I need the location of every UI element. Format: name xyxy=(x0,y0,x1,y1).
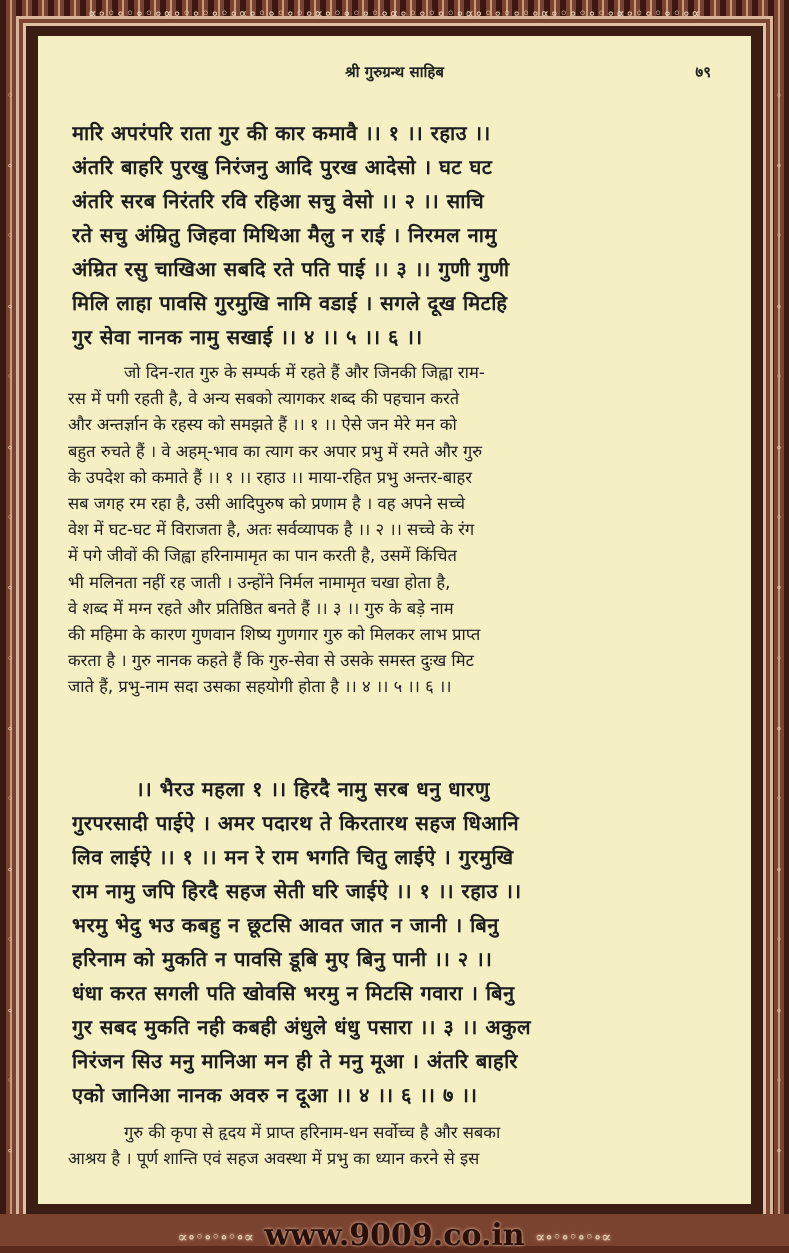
translation-line: सब जगह रम रहा है, उसी आदिपुरुष को प्रणाम है । वह अपने सच्चे xyxy=(68,491,723,517)
verse-line: लिव लाईऐ ।। १ ।। मन रे राम भगति चितु लाईऐ । गुरमुखि xyxy=(72,840,723,874)
verse-line: हरिनाम को मुकति न पावसि डूबि मुए बिनु पानी ।। २ ।। xyxy=(72,942,723,976)
page-number: ७९ xyxy=(695,62,711,82)
translation-line: जो दिन-रात गुरु के सम्पर्क में रहते हैं और जिनकी जिह्वा राम- xyxy=(68,360,723,386)
translation-line: में पगे जीवों की जिह्वा हरिनामामृत का पान करती है, उसमें किंचित xyxy=(68,543,723,569)
footer-ornament-left: ∝∘◦∘◦∘◦∘∝ xyxy=(178,1228,254,1246)
page-title: श्री गुरुग्रन्थ साहिब xyxy=(38,62,751,82)
translation-line: वे शब्द में मग्न रहते और प्रतिष्ठित बनते हैं ।। ३ ।। गुरु के बड़े नाम xyxy=(68,596,723,622)
translation-line: करता है । गुरु नानक कहते हैं कि गुरु-सेवा से उसके समस्त दुःख मिट xyxy=(68,648,723,674)
footer-website-url[interactable] xyxy=(0,1218,789,1252)
verse-line: गुर सेवा नानक नामु सखाई ।। ४ ।। ५ ।। ६ ।। xyxy=(72,320,723,354)
translation-block-2 xyxy=(68,1120,723,1172)
top-ornament: ∝∘◦∘◦∘◦∘∝∘◦∘◦∘◦∘∝∘◦∘◦∘◦∘∝∘◦∘◦∘◦∘∝∘◦∘◦∘◦∘∝∘◦∘◦∘◦∘∝∘◦∘◦∘◦∘∝∘◦∘◦∘◦∘∝ xyxy=(0,2,789,26)
translation-line: गुरु की कृपा से हृदय में प्राप्त हरिनाम-धन सर्वोच्च है और सबका xyxy=(68,1120,723,1146)
verse-line: ।। भैरउ महला १ ।। हिरदै नामु सरब धनु धारणु xyxy=(72,772,723,806)
page-header xyxy=(38,62,751,86)
left-ornament: ◦ ∘ ◦ ∘ ◦ ∘ ◦ ∘ ◦ ∘ ◦ ∘ ◦ ∘ ◦ ∘ xyxy=(3,60,17,1186)
verse-line: मारि अपरंपरि राता गुर की कार कमावै ।। १ ।। रहाउ ।। xyxy=(72,116,723,150)
translation-line: की महिमा के कारण गुणवान शिष्य गुणगार गुरु को मिलकर लाभ प्राप्त xyxy=(68,622,723,648)
verse-line: गुरपरसादी पाईऐ । अमर पदारथ ते किरतारथ सहज धिआनि xyxy=(72,806,723,840)
translation-line: के उपदेश को कमाते हैं ।। १ ।। रहाउ ।। माया-रहित प्रभु अन्तर-बाहर xyxy=(68,465,723,491)
right-ornament: ◦ ∘ ◦ ∘ ◦ ∘ ◦ ∘ ◦ ∘ ◦ ∘ ◦ ∘ ◦ ∘ xyxy=(772,60,786,1186)
verse-line: मिलि लाहा पावसि गुरमुखि नामि वडाई । सगले दूख मिटहि xyxy=(72,286,723,320)
translation-block-1 xyxy=(68,360,723,700)
footer-ornament-right: ∝∘◦∘◦∘◦∘∝ xyxy=(535,1228,611,1246)
translation-line: रस में पगी रहती है, वे अन्य सबको त्यागकर शब्द की पहचान करते xyxy=(68,386,723,412)
verse-line: राम नामु जपि हिरदै सहज सेती घरि जाईऐ ।। १ ।। रहाउ ।। xyxy=(72,874,723,908)
translation-line: बहुत रुचते हैं । वे अहम्-भाव का त्याग कर अपार प्रभु में रमते और गुरु xyxy=(68,439,723,465)
verse-block-1 xyxy=(72,116,723,354)
verse-line: अंतरि बाहरि पुरखु निरंजनु आदि पुरख आदेसो । घट घट xyxy=(72,150,723,184)
verse-line: अंम्रित रसु चाखिआ सबदि रते पति पाई ।। ३ ।। गुणी गुणी xyxy=(72,252,723,286)
verse-line: अंतरि सरब निरंतरि रवि रहिआ सचु वेसो ।। २ ।। साचि xyxy=(72,184,723,218)
verse-line: भरमु भेदु भउ कबहु न छूटसि आवत जात न जानी । बिनु xyxy=(72,908,723,942)
translation-line: जाते हैं, प्रभु-नाम सदा उसका सहयोगी होता है ।। ४ ।। ५ ।। ६ ।। xyxy=(68,674,723,700)
verse-line: रते सचु अंम्रितु जिहवा मिथिआ मैलु न राई । निरमल नामु xyxy=(72,218,723,252)
verse-line: गुर सबद मुकति नही कबही अंधुले धंधु पसारा ।। ३ ।। अकुल xyxy=(72,1010,723,1044)
translation-line: आश्रय है । पूर्ण शान्ति एवं सहज अवस्था में प्रभु का ध्यान करने से इस xyxy=(68,1146,723,1172)
translation-line: और अन्तर्ज्ञान के रहस्य को समझते हैं ।। १ ।। ऐसे जन मेरे मन को xyxy=(68,412,723,438)
translation-line: वेश में घट-घट में विराजता है, अतः सर्वव्यापक है ।। २ ।। सच्चे के रंग xyxy=(68,517,723,543)
verse-line: एको जानिआ नानक अवरु न दूआ ।। ४ ।। ६ ।। ७ ।। xyxy=(72,1078,723,1112)
translation-line: भी मलिनता नहीं रह जाती । उन्होंने निर्मल नामामृत चखा होता है, xyxy=(68,570,723,596)
scripture-page xyxy=(38,36,751,1204)
verse-line: निरंजन सिउ मनु मानिआ मन ही ते मनु मूआ । अंतरि बाहरि xyxy=(72,1044,723,1078)
verse-line: धंधा करत सगली पति खोवसि भरमु न मिटसि गवारा । बिनु xyxy=(72,976,723,1010)
verse-block-2 xyxy=(72,772,723,1112)
website-link[interactable]: www.9009.co.in xyxy=(264,1218,524,1253)
